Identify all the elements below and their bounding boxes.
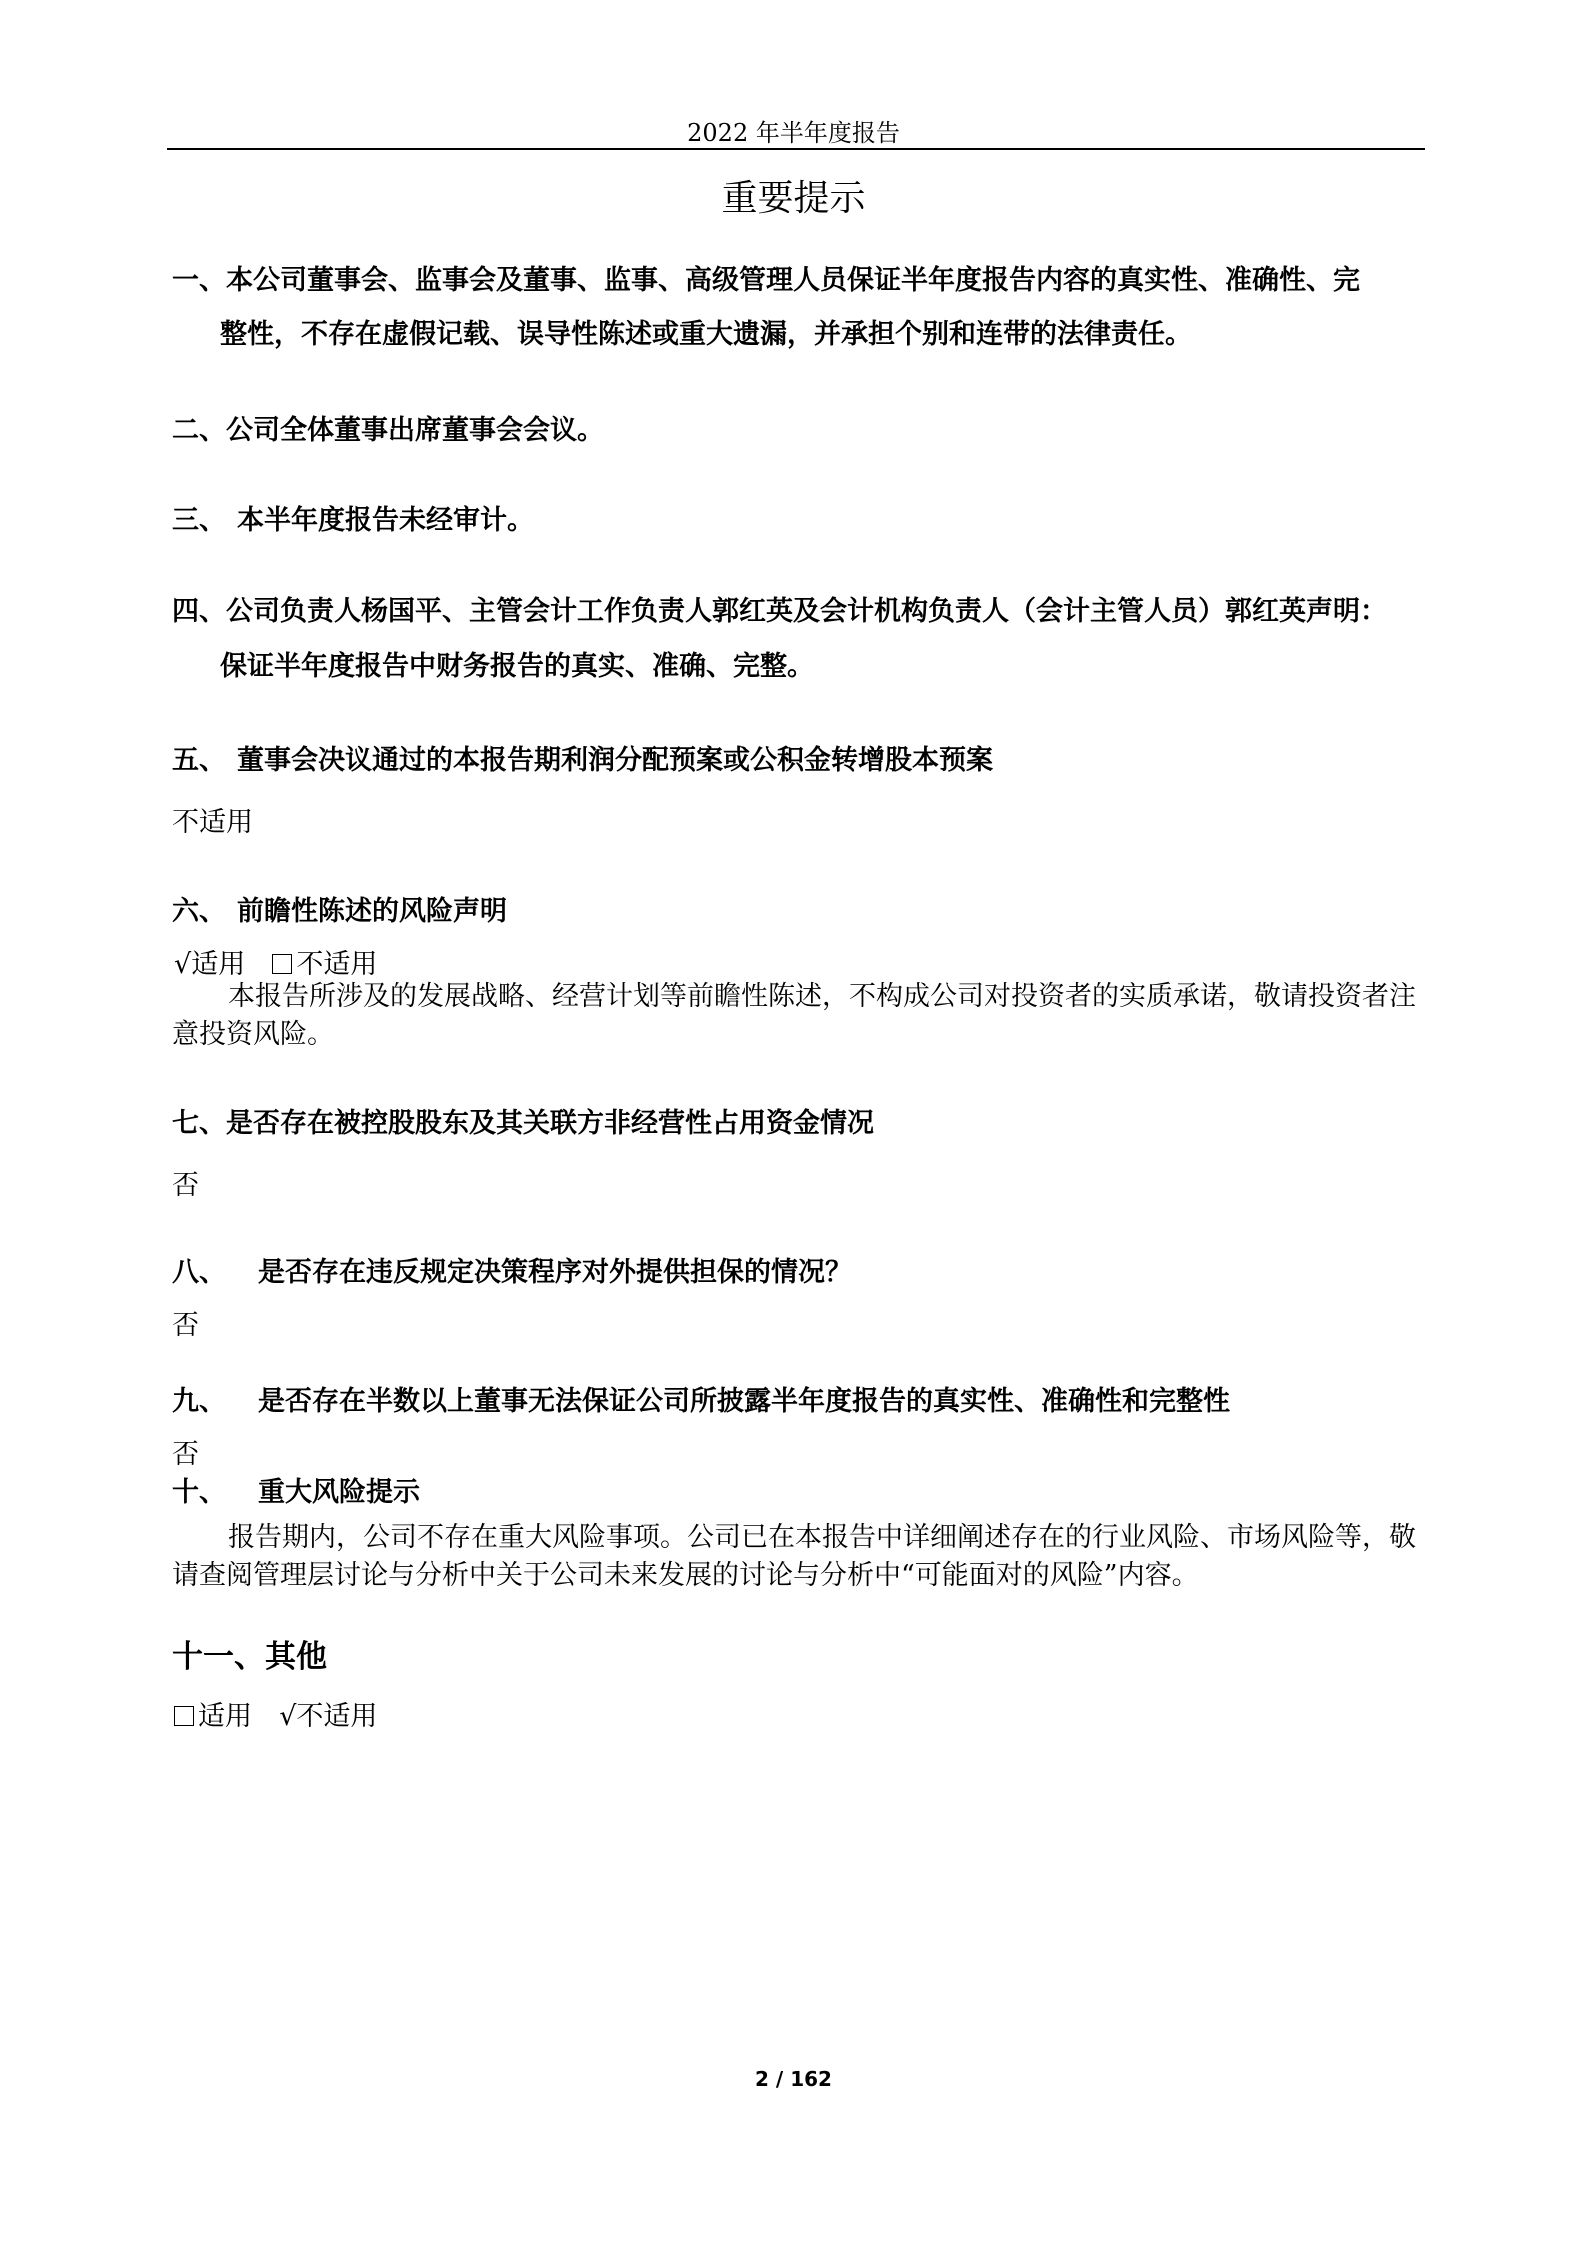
item-4-line-2: 保证半年度报告中财务报告的真实、准确、完整。: [220, 651, 814, 682]
item-4-text: 公司负责人杨国平、主管会计工作负责人郭红英及会计机构负责人（会计主管人员）郭红英声明：: [226, 596, 1387, 627]
item-11: [172, 1631, 327, 1676]
item-10-number: 十、: [172, 1477, 226, 1508]
item-6-paragraph: 本报告所涉及的发展战略、经营计划等前瞻性陈述，不构成公司对投资者的实质承诺，敬请投资者注意投资风险。: [172, 981, 1416, 1050]
item-8-answer: 否: [172, 1310, 199, 1341]
item-9: [172, 1379, 1230, 1418]
item-11-options: [174, 1694, 377, 1733]
item-2-number: 二、: [172, 415, 226, 446]
item-6-not-applicable-option: 不适用: [296, 949, 378, 980]
item-6-applicable-option: √适用: [174, 949, 246, 980]
item-6-text: 前瞻性陈述的风险声明: [237, 896, 507, 927]
running-header: 2022 年半年度报告: [687, 119, 900, 147]
item-2-text: 公司全体董事出席董事会会议。: [226, 415, 604, 446]
item-7-number: 七、: [172, 1108, 226, 1139]
item-8-text: 是否存在违反规定决策程序对外提供担保的情况？: [258, 1257, 852, 1288]
item-8-number: 八、: [172, 1257, 226, 1288]
item-6-options: [174, 942, 377, 981]
item-1-number: 一、: [172, 265, 226, 296]
item-9-answer: 否: [172, 1439, 199, 1470]
item-1-line-1: [172, 258, 1360, 297]
item-11-not-applicable-option: √不适用: [279, 1701, 378, 1732]
item-11-text: 其他: [265, 1639, 327, 1675]
item-5-number: 五、: [172, 745, 226, 776]
header-rule: [167, 148, 1425, 150]
page-title: 重要提示: [721, 178, 866, 219]
item-6: [172, 889, 507, 928]
page-number: 2 / 162: [755, 2067, 832, 2091]
item-3: [172, 498, 534, 537]
item-10-text: 重大风险提示: [258, 1477, 420, 1508]
item-5: [172, 738, 993, 777]
item-9-number: 九、: [172, 1386, 226, 1417]
item-7-answer: 否: [172, 1170, 199, 1201]
item-4-line-1: [172, 589, 1387, 628]
item-11-applicable-option: 适用: [198, 1701, 252, 1732]
item-3-number: 三、: [172, 505, 226, 536]
empty-checkbox-icon: [174, 1706, 194, 1726]
item-9-text: 是否存在半数以上董事无法保证公司所披露半年度报告的真实性、准确性和完整性: [258, 1386, 1230, 1417]
item-3-text: 本半年度报告未经审计。: [237, 505, 534, 536]
item-10: [172, 1470, 420, 1509]
item-6-number: 六、: [172, 896, 226, 927]
item-1-text: 本公司董事会、监事会及董事、监事、高级管理人员保证半年度报告内容的真实性、准确性、完: [226, 265, 1360, 296]
item-10-paragraph: 报告期内，公司不存在重大风险事项。公司已在本报告中详细阐述存在的行业风险、市场风险等，敬请查阅管理层讨论与分析中关于公司未来发展的讨论与分析中“可能面对的风险”内容。: [172, 1522, 1416, 1591]
item-1-line-2: 整性，不存在虚假记载、误导性陈述或重大遗漏，并承担个别和连带的法律责任。: [220, 319, 1192, 350]
item-5-text: 董事会决议通过的本报告期利润分配预案或公积金转增股本预案: [237, 745, 993, 776]
item-4-number: 四、: [172, 596, 226, 627]
item-2: [172, 408, 604, 447]
item-5-answer: 不适用: [172, 807, 253, 838]
empty-checkbox-icon: [272, 954, 292, 974]
item-7: [172, 1101, 874, 1140]
item-7-text: 是否存在被控股股东及其关联方非经营性占用资金情况: [226, 1108, 874, 1139]
item-11-number: 十一、: [172, 1639, 265, 1675]
item-8: [172, 1250, 852, 1289]
